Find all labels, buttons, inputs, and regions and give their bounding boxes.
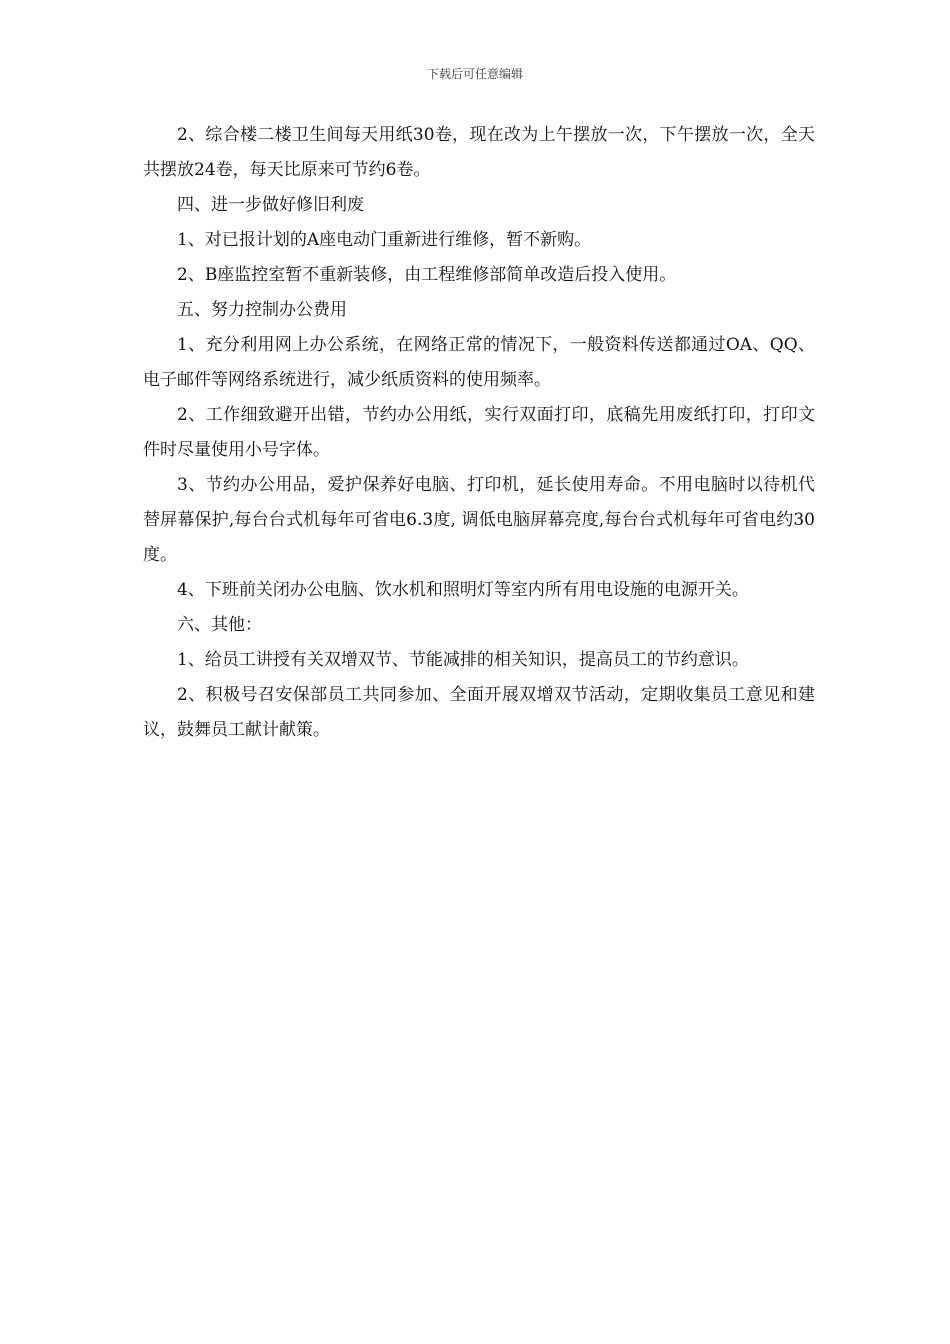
paragraph-training: 1、给员工讲授有关双增双节、节能减排的相关知识，提高员工的节约意识。 <box>177 650 749 670</box>
paragraph-toilet-paper: 2、综合楼二楼卫生间每天用纸30卷，现在改为上午摆放一次，下午摆放一次，全天共摆放24卷，每天比原来可节约6卷。 <box>143 125 815 180</box>
paragraph-participation: 2、积极号召安保部员工共同参加、全面开展双增双节活动，定期收集员工意见和建议，鼓舞员工献计献策。 <box>143 685 815 740</box>
paragraph-office-supplies: 3、节约办公用品，爱护保养好电脑、打印机，延长使用寿命。不用电脑时以待机代替屏幕保护,每台台式机每年可省电6.3度, 调低电脑屏幕亮度,每台台式机每年可省电约30度。 <box>143 475 815 565</box>
paragraph-paper-saving: 2、工作细致避开出错，节约办公用纸，实行双面打印，底稿先用废纸打印，打印文件时尽量使用小号字体。 <box>143 405 815 460</box>
paragraph-power-off: 4、下班前关闭办公电脑、饮水机和照明灯等室内所有用电设施的电源开关。 <box>177 580 749 600</box>
paragraph-electric-door: 1、对已报计划的A座电动门重新进行维修，暂不新购。 <box>177 230 592 250</box>
section-heading-office-costs: 五、努力控制办公费用 <box>177 300 347 320</box>
paragraph-online-office: 1、充分利用网上办公系统，在网络正常的情况下，一般资料传送都通过OA、QQ、电子邮件等网络系统进行，减少纸质资料的使用频率。 <box>143 335 815 390</box>
paragraph-monitor-room: 2、B座监控室暂不重新装修，由工程维修部简单改造后投入使用。 <box>177 265 677 285</box>
page-header: 下载后可任意编辑 <box>426 67 523 81</box>
section-heading-other: 六、其他： <box>177 615 262 635</box>
section-heading-repair-reuse: 四、进一步做好修旧利废 <box>177 195 364 215</box>
document-body <box>143 118 815 748</box>
